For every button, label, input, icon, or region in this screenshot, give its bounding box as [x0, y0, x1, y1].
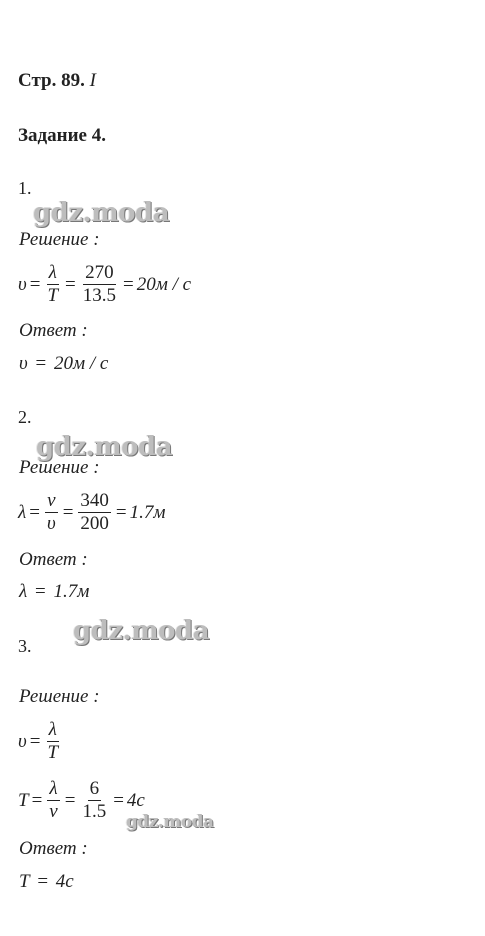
eq-lhs: υ	[18, 273, 27, 295]
problem-1-answer: υ = 20м / с	[19, 353, 109, 374]
page-header	[18, 70, 96, 92]
answer-lhs: λ	[19, 581, 28, 602]
problem-3-answer-label: Ответ :	[19, 838, 88, 859]
page-header-mark: I	[89, 70, 96, 91]
watermark-3: gdz.moda	[73, 616, 210, 646]
problem-1-answer-label: Ответ :	[19, 320, 88, 341]
problem-3-equation-2: T = $\frac{\lambda}{v}$ = $\frac{6}{1.5}$ = 4с	[18, 778, 145, 822]
fraction-denominator: υ	[46, 513, 56, 534]
watermark-1: gdz.moda	[33, 198, 170, 228]
watermark-2: gdz.moda	[36, 432, 173, 462]
problem-1-equation: υ = $\frac{\lambda}{T}$ = $\frac{270}{13.5}$ = 20м / с	[18, 262, 192, 306]
fraction-denominator: v	[49, 801, 58, 822]
fraction-numerator: λ	[48, 262, 57, 283]
answer-rhs: 4с	[55, 871, 74, 892]
fraction	[81, 262, 118, 307]
eq-lhs: υ	[18, 730, 27, 752]
fraction	[47, 778, 59, 823]
fraction-numerator: 340	[80, 490, 109, 511]
answer-lhs: υ	[19, 353, 28, 374]
problem-2-number: 2.	[18, 407, 32, 427]
fraction-numerator: 270	[85, 262, 114, 283]
eq-lhs: λ	[18, 501, 27, 523]
answer-rhs: 1.7м	[53, 581, 90, 602]
page-header-text: Стр. 89.	[18, 70, 85, 91]
problem-3-number: 3.	[18, 636, 32, 656]
fraction	[45, 490, 58, 535]
fraction-numerator: λ	[48, 719, 57, 740]
fraction	[80, 778, 108, 823]
problem-2-solution-label: Решение :	[19, 457, 100, 478]
problem-3-equation-1: υ = $\frac{\lambda}{T}$	[18, 719, 59, 763]
fraction-denominator: T	[47, 742, 59, 763]
eq-result: 1.7м	[129, 501, 166, 523]
problem-1-solution-label: Решение :	[19, 229, 100, 250]
problem-2-equation: λ = $\frac{v}{\upsilon}$ = $\frac{340}{200}$ = 1.7м	[18, 490, 166, 534]
fraction-numerator: v	[47, 490, 56, 511]
answer-rhs: 20м / с	[53, 353, 109, 374]
problem-2-answer: λ = 1.7м	[19, 581, 90, 602]
problem-1-number: 1.	[18, 178, 32, 198]
answer-lhs: T	[19, 871, 30, 892]
problem-3-answer: T = 4с	[19, 871, 74, 892]
fraction-denominator: 1.5	[82, 801, 107, 822]
fraction-denominator: 13.5	[82, 285, 116, 306]
fraction-denominator: 200	[80, 513, 109, 534]
fraction-denominator: T	[47, 285, 59, 306]
fraction	[45, 719, 60, 764]
fraction-numerator: λ	[49, 778, 58, 799]
problem-2-answer-label: Ответ :	[19, 549, 88, 570]
watermark-4: gdz.moda	[126, 812, 214, 832]
eq-lhs: T	[18, 789, 29, 811]
eq-result: 4с	[126, 789, 145, 811]
task-title: Задание 4.	[18, 125, 106, 146]
fraction	[78, 490, 111, 535]
fraction-numerator: 6	[89, 778, 100, 799]
eq-result: 20м / с	[136, 273, 192, 295]
problem-3-solution-label: Решение :	[19, 686, 100, 707]
fraction	[45, 262, 60, 307]
